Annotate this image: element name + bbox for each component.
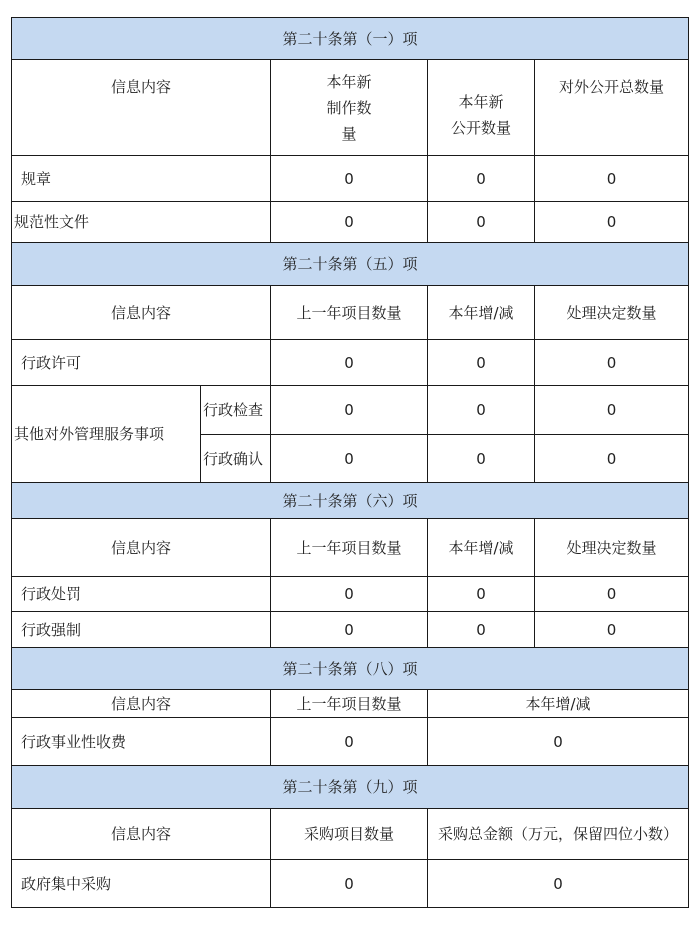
- cell-value: 0: [534, 339, 689, 386]
- cell-value: 0: [270, 385, 428, 435]
- header-prev-year-count: 上一年项目数量: [270, 285, 428, 340]
- row-label: 行政检查: [200, 385, 271, 435]
- header-decision-count: 处理决定数量: [534, 518, 689, 577]
- header-content: 信息内容: [11, 808, 271, 860]
- header-decision-count: 处理决定数量: [534, 285, 689, 340]
- header-change: 本年增/减: [427, 285, 535, 340]
- row-label: 行政强制: [11, 611, 271, 648]
- row-label: 规范性文件: [11, 201, 271, 243]
- cell-value: 0: [534, 576, 689, 612]
- row-label: 行政确认: [200, 434, 271, 483]
- row-label: 规章: [11, 155, 271, 202]
- header-new-produced: 本年新 制作数 量: [270, 59, 428, 156]
- cell-value: 0: [270, 717, 428, 766]
- cell-value: 0: [427, 155, 535, 202]
- cell-value: 0: [427, 717, 689, 766]
- header-total-published: 对外公开总数量: [534, 59, 689, 156]
- header-prev-year-count: 上一年项目数量: [270, 689, 428, 718]
- row-label: 行政许可: [11, 339, 271, 386]
- cell-value: 0: [534, 434, 689, 483]
- header-content: 信息内容: [11, 285, 271, 340]
- header-change: 本年增/减: [427, 518, 535, 577]
- cell-value: 0: [270, 576, 428, 612]
- cell-value: 0: [427, 339, 535, 386]
- cell-value: 0: [534, 155, 689, 202]
- header-content: 信息内容: [11, 689, 271, 718]
- cell-value: 0: [270, 339, 428, 386]
- cell-value: 0: [270, 611, 428, 648]
- cell-value: 0: [534, 201, 689, 243]
- section-title-6: 第二十条第（六）项: [11, 482, 689, 519]
- header-procurement-amount: 采购总金额（万元，保留四位小数）: [427, 808, 689, 860]
- section-title-9: 第二十条第（九）项: [11, 765, 689, 809]
- section-title-5: 第二十条第（五）项: [11, 242, 689, 286]
- header-change: 本年增/减: [427, 689, 689, 718]
- cell-value: 0: [427, 576, 535, 612]
- cell-value: 0: [270, 155, 428, 202]
- row-label: 行政事业性收费: [11, 717, 271, 766]
- cell-value: 0: [427, 201, 535, 243]
- cell-value: 0: [427, 611, 535, 648]
- row-label: 政府集中采购: [11, 859, 271, 908]
- row-label: 行政处罚: [11, 576, 271, 612]
- section-title-8: 第二十条第（八）项: [11, 647, 689, 690]
- header-prev-year-count: 上一年项目数量: [270, 518, 428, 577]
- group-label: 其他对外管理服务事项: [11, 385, 201, 483]
- header-new-published: 本年新 公开数量: [427, 59, 535, 156]
- cell-value: 0: [534, 385, 689, 435]
- section-title-1: 第二十条第（一）项: [11, 17, 689, 60]
- header-content: 信息内容: [11, 518, 271, 577]
- header-procurement-count: 采购项目数量: [270, 808, 428, 860]
- cell-value: 0: [427, 434, 535, 483]
- cell-value: 0: [270, 859, 428, 908]
- cell-value: 0: [427, 859, 689, 908]
- header-content: 信息内容: [11, 59, 271, 156]
- cell-value: 0: [534, 611, 689, 648]
- cell-value: 0: [270, 201, 428, 243]
- cell-value: 0: [427, 385, 535, 435]
- cell-value: 0: [270, 434, 428, 483]
